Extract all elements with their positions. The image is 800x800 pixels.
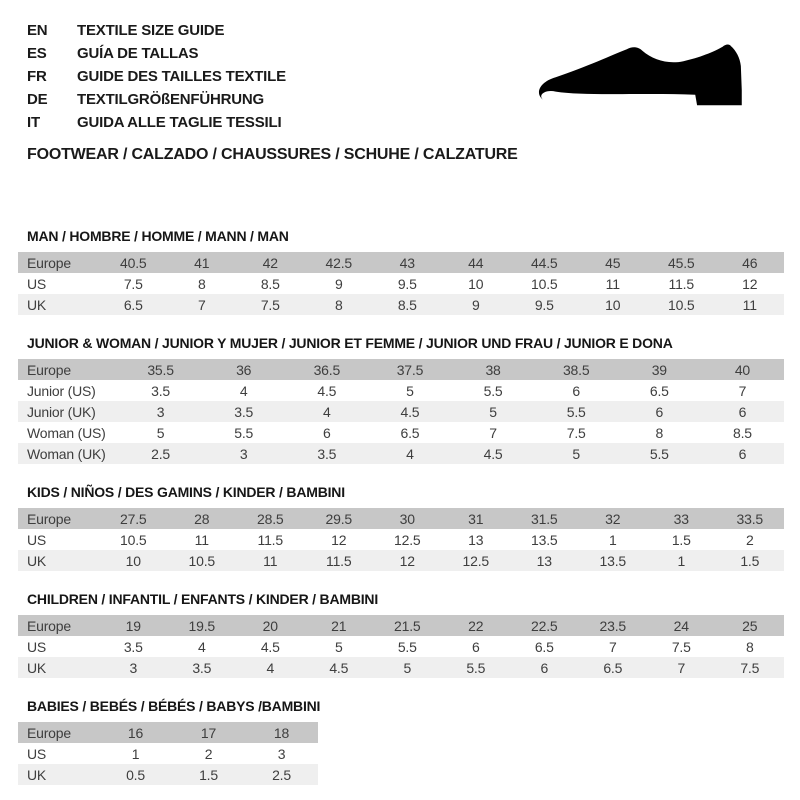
size-value-cell: 44 [468, 254, 484, 271]
size-value-cell: 3.5 [317, 445, 337, 462]
table-title-children: CHILDREN / INFANTIL / ENFANTS / KINDER / BAMBINI [27, 591, 379, 607]
category-heading: FOOTWEAR / CALZADO / CHAUSSURES / SCHUHE / CALZATURE [27, 146, 518, 163]
size-value-cell: 10 [605, 296, 621, 313]
children-row-label-uk: UK [27, 659, 47, 676]
size-value-cell: 24 [673, 617, 689, 634]
size-value-cell: 10.5 [188, 552, 215, 569]
language-list [27, 19, 286, 134]
language-label: GUIDA ALLE TAGLIE TESSILI [77, 114, 282, 131]
size-value-cell: 6 [471, 638, 480, 655]
language-code: EN [27, 22, 48, 39]
language-label: TEXTILE SIZE GUIDE [77, 22, 225, 39]
size-value-cell: 4.5 [329, 659, 349, 676]
junior-woman-row-label-europe: Europe [27, 361, 71, 378]
size-value-cell: 4.5 [400, 403, 420, 420]
size-value-cell: 6.5 [123, 296, 143, 313]
size-value-cell: 3.5 [192, 659, 212, 676]
junior-woman-row-junior-us [18, 380, 784, 401]
size-value-cell: 4.5 [483, 445, 503, 462]
size-value-cell: 6 [572, 382, 580, 399]
babies-row-label-uk: UK [27, 766, 47, 783]
size-value-cell: 21.5 [394, 617, 421, 634]
size-value-cell: 12 [331, 531, 347, 548]
table-title-babies: BABIES / BEBÉS / BÉBÉS / BABYS /BAMBINI [27, 698, 321, 714]
size-tables [18, 228, 784, 785]
size-value-cell: 4 [266, 659, 275, 676]
size-value-cell: 11 [742, 296, 757, 313]
size-value-cell: 3 [239, 445, 248, 462]
size-value-cell: 13 [468, 531, 484, 548]
children-row-europe [18, 615, 784, 636]
size-value-cell: 19.5 [188, 617, 215, 634]
table-title-kids: KIDS / NIÑOS / DES GAMINS / KINDER / BAMBINI [27, 484, 345, 500]
size-value-cell: 5 [406, 382, 414, 399]
kids-row-label-uk: UK [27, 552, 47, 569]
size-value-cell: 2 [204, 745, 213, 762]
size-value-cell: 7 [677, 659, 686, 676]
section-children [18, 591, 784, 678]
size-value-cell: 38 [485, 361, 501, 378]
size-value-cell: 8 [655, 424, 664, 441]
junior-woman-row-europe [18, 359, 784, 380]
size-value-cell: 3 [156, 403, 165, 420]
section-kids [18, 484, 784, 571]
size-value-cell: 7.5 [671, 638, 691, 655]
size-table-babies [18, 722, 318, 785]
size-value-cell: 13 [536, 552, 552, 569]
size-value-cell: 31 [468, 510, 484, 527]
size-value-cell: 13.5 [531, 531, 558, 548]
size-value-cell: 6 [738, 445, 747, 462]
language-code: DE [27, 91, 48, 108]
junior-woman-row-junior-uk [18, 401, 784, 422]
size-value-cell: 4 [406, 445, 414, 462]
language-code: ES [27, 45, 47, 62]
section-man [18, 228, 784, 315]
size-value-cell: 8 [197, 275, 206, 292]
size-value-cell: 8.5 [260, 275, 280, 292]
size-value-cell: 6.5 [400, 424, 420, 441]
size-value-cell: 37.5 [396, 361, 424, 378]
size-value-cell: 12 [742, 275, 758, 292]
junior-woman-row-label-junior-us: Junior (US) [27, 382, 96, 399]
size-value-cell: 7 [608, 638, 617, 655]
junior-woman-row-woman-us [18, 422, 784, 443]
size-value-cell: 4 [197, 638, 206, 655]
size-value-cell: 6 [655, 403, 664, 420]
size-value-cell: 11 [605, 275, 620, 292]
table-title-man: MAN / HOMBRE / HOMME / MANN / MAN [27, 228, 289, 244]
size-value-cell: 1.5 [199, 766, 218, 783]
size-value-cell: 12.5 [394, 531, 421, 548]
table-title-junior-woman: JUNIOR & WOMAN / JUNIOR Y MUJER / JUNIOR ET FEMME / JUNIOR UND FRAU / JUNIOR E DONA [27, 335, 673, 351]
size-value-cell: 7 [489, 424, 497, 441]
size-value-cell: 31.5 [531, 510, 558, 527]
size-value-cell: 3 [129, 659, 138, 676]
size-value-cell: 9 [471, 296, 480, 313]
size-value-cell: 1 [677, 552, 686, 569]
size-value-cell: 42 [262, 254, 278, 271]
size-value-cell: 36.5 [313, 361, 341, 378]
size-value-cell: 36 [236, 361, 252, 378]
size-value-cell: 32 [605, 510, 621, 527]
size-value-cell: 28 [194, 510, 210, 527]
kids-row-us [18, 529, 784, 550]
size-value-cell: 41 [194, 254, 210, 271]
size-value-cell: 10.5 [531, 275, 558, 292]
size-value-cell: 29.5 [325, 510, 352, 527]
size-value-cell: 10 [468, 275, 484, 292]
size-value-cell: 8 [334, 296, 343, 313]
language-label: GUIDE DES TAILLES TEXTILE [77, 68, 286, 85]
size-value-cell: 11.5 [668, 275, 694, 292]
size-value-cell: 1 [131, 745, 140, 762]
size-value-cell: 11.5 [326, 552, 352, 569]
babies-row-europe [18, 722, 318, 743]
size-value-cell: 40 [734, 361, 751, 378]
size-value-cell: 5.5 [483, 382, 503, 399]
size-value-cell: 4.5 [260, 638, 280, 655]
size-value-cell: 3.5 [234, 403, 254, 420]
junior-woman-row-label-junior-uk: Junior (UK) [27, 403, 96, 420]
size-value-cell: 4.5 [317, 382, 337, 399]
language-code: FR [27, 68, 47, 85]
size-value-cell: 9.5 [534, 296, 554, 313]
size-value-cell: 2 [745, 531, 754, 548]
size-value-cell: 40.5 [120, 254, 147, 271]
size-value-cell: 33.5 [736, 510, 763, 527]
man-row-us [18, 273, 784, 294]
dress-shoe-icon [532, 42, 760, 127]
size-value-cell: 39 [651, 361, 667, 378]
size-value-cell: 33 [673, 510, 689, 527]
size-value-cell: 6 [540, 659, 549, 676]
size-value-cell: 3.5 [123, 638, 143, 655]
junior-woman-row-woman-uk [18, 443, 784, 464]
size-value-cell: 3.5 [151, 382, 170, 399]
size-value-cell: 6.5 [603, 659, 623, 676]
size-value-cell: 2.5 [272, 766, 291, 783]
size-value-cell: 12 [399, 552, 415, 569]
size-value-cell: 1.5 [671, 531, 691, 548]
size-value-cell: 11.5 [257, 531, 283, 548]
section-junior-woman [18, 335, 784, 464]
size-value-cell: 5 [572, 445, 580, 462]
size-value-cell: 22 [468, 617, 484, 634]
language-row-it [27, 111, 286, 134]
size-value-cell: 44.5 [531, 254, 558, 271]
size-value-cell: 1 [608, 531, 617, 548]
babies-row-uk [18, 764, 318, 785]
language-label: GUÍA DE TALLAS [77, 45, 199, 62]
size-value-cell: 1.5 [740, 552, 760, 569]
size-value-cell: 5 [156, 424, 165, 441]
size-value-cell: 5.5 [566, 403, 586, 420]
size-value-cell: 16 [127, 724, 144, 741]
size-value-cell: 7 [197, 296, 206, 313]
size-value-cell: 8.5 [733, 424, 752, 441]
size-table-kids [18, 508, 784, 571]
size-value-cell: 6.5 [649, 382, 669, 399]
man-row-europe [18, 252, 784, 273]
size-value-cell: 5 [489, 403, 497, 420]
size-value-cell: 6.5 [534, 638, 554, 655]
size-value-cell: 7 [738, 382, 747, 399]
junior-woman-row-label-woman-uk: Woman (UK) [27, 445, 106, 462]
size-value-cell: 5.5 [649, 445, 669, 462]
size-value-cell: 35.5 [147, 361, 174, 378]
size-value-cell: 18 [273, 724, 290, 741]
size-value-cell: 25 [742, 617, 758, 634]
size-value-cell: 4 [323, 403, 331, 420]
size-value-cell: 11 [263, 552, 278, 569]
size-value-cell: 3 [277, 745, 286, 762]
size-value-cell: 20 [262, 617, 278, 634]
kids-row-uk [18, 550, 784, 571]
children-row-label-europe: Europe [27, 617, 71, 634]
size-value-cell: 21 [331, 617, 347, 634]
kids-row-label-us: US [27, 531, 47, 548]
size-value-cell: 46 [742, 254, 758, 271]
babies-row-label-europe: Europe [27, 724, 71, 741]
size-value-cell: 23.5 [599, 617, 626, 634]
language-row-en [27, 19, 286, 42]
size-value-cell: 45 [605, 254, 621, 271]
size-value-cell: 42.5 [325, 254, 352, 271]
size-value-cell: 22.5 [531, 617, 558, 634]
junior-woman-row-label-woman-us: Woman (US) [27, 424, 106, 441]
size-value-cell: 11 [194, 531, 209, 548]
size-value-cell: 7.5 [566, 424, 586, 441]
size-value-cell: 27.5 [120, 510, 147, 527]
size-value-cell: 45.5 [668, 254, 695, 271]
babies-row-label-us: US [27, 745, 47, 762]
size-value-cell: 5.5 [397, 638, 417, 655]
size-value-cell: 7.5 [123, 275, 143, 292]
size-table-children [18, 615, 784, 678]
size-value-cell: 5.5 [234, 424, 254, 441]
size-value-cell: 10.5 [120, 531, 147, 548]
size-value-cell: 38.5 [562, 361, 590, 378]
size-value-cell: 17 [200, 724, 217, 741]
kids-row-label-europe: Europe [27, 510, 71, 527]
size-value-cell: 8.5 [397, 296, 417, 313]
man-row-label-us: US [27, 275, 47, 292]
size-value-cell: 2.5 [151, 445, 170, 462]
section-babies [18, 698, 784, 785]
size-value-cell: 5 [403, 659, 412, 676]
size-value-cell: 5 [334, 638, 343, 655]
language-label: TEXTILGRÖßENFÜHRUNG [77, 91, 265, 108]
man-row-label-uk: UK [27, 296, 47, 313]
size-value-cell: 12.5 [462, 552, 489, 569]
man-row-uk [18, 294, 784, 315]
size-value-cell: 7.5 [260, 296, 280, 313]
children-row-label-us: US [27, 638, 47, 655]
language-row-es [27, 42, 286, 65]
size-value-cell: 7.5 [740, 659, 760, 676]
size-value-cell: 10.5 [668, 296, 695, 313]
size-value-cell: 5.5 [466, 659, 486, 676]
children-row-uk [18, 657, 784, 678]
size-value-cell: 6 [738, 403, 747, 420]
language-row-fr [27, 65, 286, 88]
size-value-cell: 9 [334, 275, 343, 292]
size-table-junior-woman [18, 359, 784, 464]
language-code: IT [27, 114, 40, 131]
size-value-cell: 30 [399, 510, 415, 527]
size-value-cell: 4 [239, 382, 248, 399]
man-row-label-europe: Europe [27, 254, 71, 271]
size-value-cell: 43 [399, 254, 415, 271]
language-row-de [27, 88, 286, 111]
babies-row-us [18, 743, 318, 764]
size-table-man [18, 252, 784, 315]
size-value-cell: 10 [125, 552, 141, 569]
size-value-cell: 0.5 [126, 766, 145, 783]
children-row-us [18, 636, 784, 657]
size-value-cell: 19 [125, 617, 141, 634]
kids-row-europe [18, 508, 784, 529]
size-value-cell: 9.5 [397, 275, 417, 292]
size-value-cell: 6 [323, 424, 331, 441]
size-value-cell: 13.5 [599, 552, 626, 569]
size-value-cell: 28.5 [257, 510, 284, 527]
size-value-cell: 8 [745, 638, 754, 655]
